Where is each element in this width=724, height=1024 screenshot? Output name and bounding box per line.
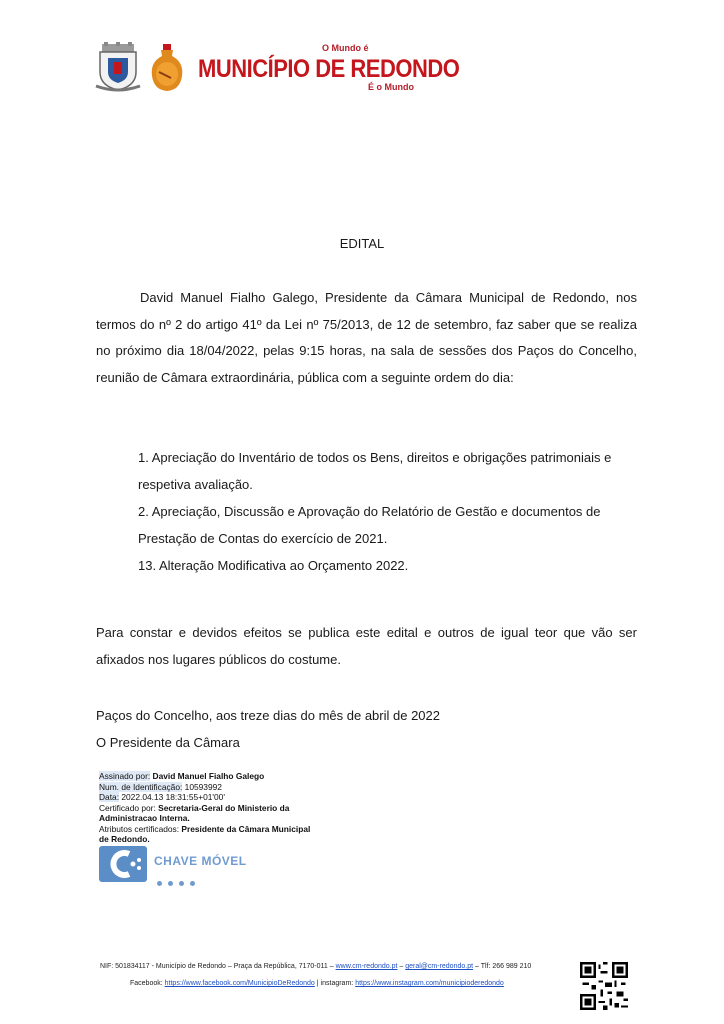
instagram-link[interactable]: https://www.instagram.com/municipioderedondo <box>355 980 504 987</box>
intro-paragraph: David Manuel Fialho Galego, Presidente da Câmara Municipal de Redondo, nos termos do nº 2 do artigo 41º da Lei nº 75/2013, de 12 de setembro, faz saber que se realiza no próximo dia 18/04/2022, pelas 9:15 horas, na sala de sessões dos Paços do Concelho, reunião de Câmara extraordinária, pública com a seguinte ordem do dia: <box>96 290 637 385</box>
instagram-label: | instagram: <box>314 980 356 987</box>
footer-contact <box>100 963 531 970</box>
chave-movel-label: CHAVE MÓVEL <box>154 854 247 868</box>
tagline-bottom: É o Mundo <box>368 82 414 92</box>
agenda-list <box>138 444 638 579</box>
email-link[interactable]: geral@cm-redondo.pt <box>405 963 474 970</box>
footer-separator: – <box>397 963 406 970</box>
coat-of-arms-icon <box>94 42 142 92</box>
qr-code-icon <box>580 962 628 1010</box>
certified-label: Certificado por: <box>99 802 156 813</box>
certified-value: Secretaria-Geral do Ministerio da Administracao Interna. <box>99 802 290 823</box>
facebook-label: Facebook: <box>130 980 165 987</box>
footer-nif: NIF: 501834117 - Município de Redondo – Praça da República, 7170-011 – <box>100 963 336 970</box>
id-value: 10593992 <box>184 781 222 792</box>
agenda-item: 1. Apreciação do Inventário de todos os Bens, direitos e obrigações patrimoniais e respetiva avaliação. <box>138 450 612 492</box>
attributes-value: Presidente da Câmara Municipal de Redondo. <box>99 823 311 844</box>
chave-dots <box>157 873 201 891</box>
footer-social <box>130 980 504 987</box>
letterhead <box>92 40 460 100</box>
jug-logo-icon <box>150 44 184 92</box>
date-label: Data: <box>99 792 120 802</box>
municipality-name: MUNICÍPIO DE REDONDO <box>198 54 460 83</box>
attributes-label: Atributos certificados: <box>99 823 180 834</box>
chave-movel-logo-icon <box>99 846 147 882</box>
place-date: Paços do Concelho, aos treze dias do mês de abril de 2022 <box>96 708 440 723</box>
signatory-role: O Presidente da Câmara <box>96 735 240 750</box>
digital-signature <box>99 771 319 845</box>
agenda-item: 13. Alteração Modificativa ao Orçamento 2022. <box>138 558 409 573</box>
tagline-top: O Mundo é <box>322 43 369 53</box>
closing-paragraph: Para constar e devidos efeitos se publica este edital e outros de igual teor que vão ser afixados nos lugares públicos do costume. <box>96 625 637 667</box>
date-value: 2022.04.13 18:31:55+01'00' <box>121 792 225 802</box>
id-label: Num. de Identificação: <box>99 781 183 792</box>
website-link[interactable]: www.cm-redondo.pt <box>335 963 398 970</box>
document-title: EDITAL <box>339 236 385 251</box>
signed-by-label: Assinado por: <box>99 771 151 781</box>
chave-movel-badge <box>99 846 247 884</box>
agenda-item: 2. Apreciação, Discussão e Aprovação do Relatório de Gestão e documentos de Prestação de Contas do exercício de 2021. <box>138 504 601 546</box>
footer-phone: – Tlf: 266 989 210 <box>473 963 532 970</box>
signed-by-value: David Manuel Fialho Galego <box>152 771 265 781</box>
facebook-link[interactable]: https://www.facebook.com/MunicipioDeRedondo <box>164 980 315 987</box>
